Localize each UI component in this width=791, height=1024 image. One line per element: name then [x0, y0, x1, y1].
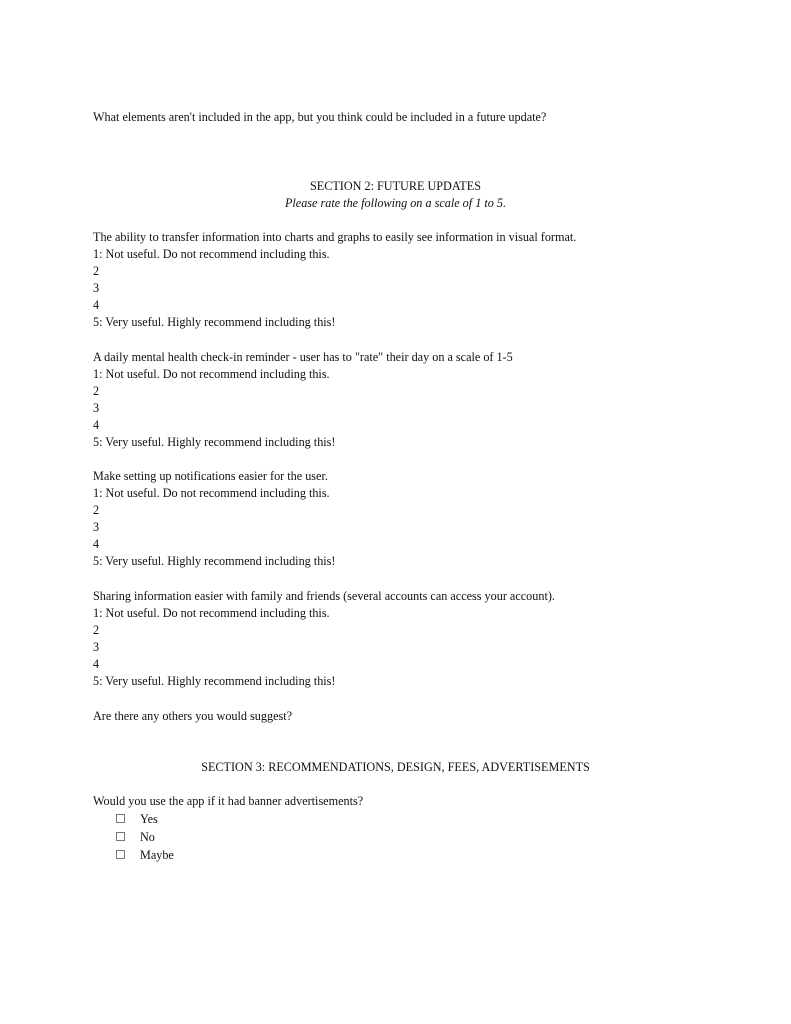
checkbox[interactable] — [116, 814, 125, 823]
option-yes[interactable] — [116, 812, 158, 827]
section-2-subtitle: Please rate the following on a scale of 1 to 5. — [284, 196, 507, 210]
rating-option-3[interactable]: 3 — [93, 401, 100, 415]
other-suggestions-question: Are there any others you would suggest? — [93, 709, 293, 723]
rating-option-1[interactable]: 1: Not useful. Do not recommend including this. — [93, 367, 330, 381]
section-3-title: SECTION 3: RECOMMENDATIONS, DESIGN, FEES, ADVERTISEMENTS — [201, 760, 590, 774]
rating-option-1[interactable]: 1: Not useful. Do not recommend including this. — [93, 606, 330, 620]
rating-option-5[interactable]: 5: Very useful. Highly recommend including this! — [93, 435, 336, 449]
rating-question-charts: The ability to transfer information into charts and graphs to easily see information in visual format. — [93, 230, 577, 244]
rating-option-5[interactable]: 5: Very useful. Highly recommend including this! — [93, 554, 336, 568]
rating-question-sharing: Sharing information easier with family and friends (several accounts can access your account). — [93, 589, 555, 603]
rating-option-5[interactable]: 5: Very useful. Highly recommend including this! — [93, 315, 336, 329]
checkbox[interactable] — [116, 850, 125, 859]
rating-question-notifications: Make setting up notifications easier for the user. — [93, 469, 328, 483]
option-label: Yes — [140, 812, 158, 826]
rating-option-4[interactable]: 4 — [93, 418, 100, 432]
rating-option-1[interactable]: 1: Not useful. Do not recommend including this. — [93, 486, 330, 500]
rating-option-4[interactable]: 4 — [93, 298, 100, 312]
rating-option-3[interactable]: 3 — [93, 640, 100, 654]
option-label: Maybe — [140, 848, 174, 862]
intro-question: What elements aren't included in the app, but you think could be included in a future update? — [93, 110, 547, 124]
checkbox[interactable] — [116, 832, 125, 841]
rating-option-2[interactable]: 2 — [93, 503, 100, 517]
rating-option-1[interactable]: 1: Not useful. Do not recommend including this. — [93, 247, 330, 261]
section-2-title: SECTION 2: FUTURE UPDATES — [310, 179, 481, 193]
rating-option-4[interactable]: 4 — [93, 537, 100, 551]
option-label: No — [140, 830, 155, 844]
rating-option-3[interactable]: 3 — [93, 281, 100, 295]
rating-question-checkin: A daily mental health check-in reminder - user has to "rate" their day on a scale of 1-5 — [93, 350, 513, 364]
rating-option-2[interactable]: 2 — [93, 623, 100, 637]
rating-option-5[interactable]: 5: Very useful. Highly recommend including this! — [93, 674, 336, 688]
option-maybe[interactable] — [116, 848, 174, 863]
rating-option-2[interactable]: 2 — [93, 384, 100, 398]
rating-option-4[interactable]: 4 — [93, 657, 100, 671]
option-no[interactable] — [116, 830, 155, 845]
rating-option-3[interactable]: 3 — [93, 520, 100, 534]
ads-question: Would you use the app if it had banner advertisements? — [93, 794, 364, 808]
rating-option-2[interactable]: 2 — [93, 264, 100, 278]
